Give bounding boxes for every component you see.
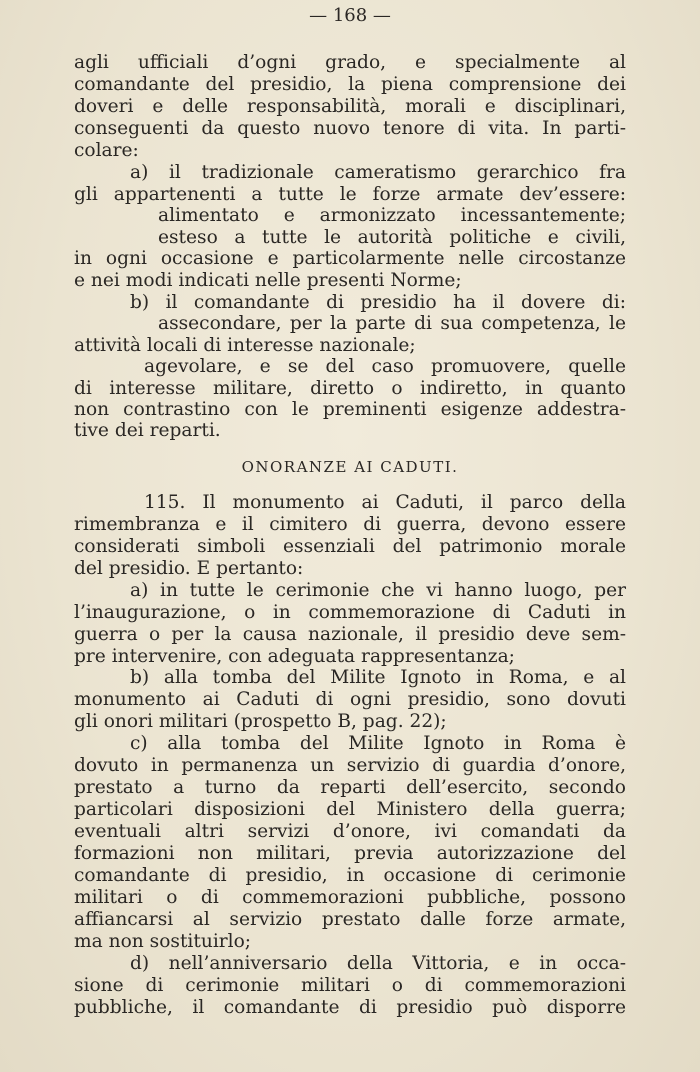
text-line: comandante del presidio, la piena comprensione dei (74, 74, 626, 95)
text-line: agevolare, e se del caso promuovere, quelle (144, 356, 626, 377)
text-line: di interesse militare, diretto o indiretto, in quanto (74, 378, 626, 399)
text-line: tive dei reparti. (74, 420, 221, 441)
text-line: prestato a turno da reparti dell’esercito, secondo (74, 777, 626, 798)
text-line: particolari disposizioni del Ministero della guerra; (74, 799, 626, 820)
text-line: conseguenti da questo nuovo tenore di vita. In parti- (74, 118, 626, 139)
text-line: attività locali di interesse nazionale; (74, 335, 416, 356)
text-line: del presidio. E pertanto: (74, 558, 304, 579)
paragraph-start: 115. Il monumento ai Caduti, il parco della (144, 492, 626, 513)
list-item: c) alla tomba del Milite Ignoto in Roma è (130, 733, 626, 754)
text-line: militari o di commemorazioni pubbliche, possono (74, 887, 626, 908)
text-line: eventuali altri servizi d’onore, ivi comandati da (74, 821, 626, 842)
text-line: doveri e delle responsabilità, morali e disciplinari, (74, 96, 626, 117)
section-heading: ONORANZE AI CADUTI. (241, 458, 459, 476)
text-line: formazioni non militari, previa autorizzazione del (74, 843, 626, 864)
text-line: comandante di presidio, in occasione di cerimonie (74, 865, 626, 886)
text-line: sione di cerimonie militari o di commemorazioni (74, 975, 626, 996)
text-line: monumento ai Caduti di ogni presidio, sono dovuti (74, 689, 626, 710)
text-line: affiancarsi al servizio prestato dalle forze armate, (74, 909, 626, 930)
text-line: considerati simboli essenziali del patrimonio morale (74, 536, 626, 557)
text-line: rimembranza e il cimitero di guerra, devono essere (74, 514, 626, 535)
text-line: esteso a tutte le autorità politiche e civili, (158, 227, 626, 248)
list-item: a) il tradizionale cameratismo gerarchico fra (130, 162, 626, 183)
text-line: gli appartenenti a tutte le forze armate dev’essere: (74, 184, 626, 205)
list-item: d) nell’anniversario della Vittoria, e in occa- (130, 953, 626, 974)
text-line: agli ufficiali d’ogni grado, e specialmente al (74, 52, 626, 73)
text-line: guerra o per la causa nazionale, il presidio deve sem- (74, 624, 626, 645)
text-line: dovuto in permanenza un servizio di guardia d’onore, (74, 755, 626, 776)
text-line: gli onori militari (prospetto B, pag. 22); (74, 711, 447, 732)
list-item: a) in tutte le cerimonie che vi hanno luogo, per (130, 580, 626, 601)
page-number: — 168 — (309, 5, 391, 26)
text-line: alimentato e armonizzato incessantemente; (158, 205, 626, 226)
text-line: l’inaugurazione, o in commemorazione di Caduti in (74, 602, 626, 623)
list-item: b) alla tomba del Milite Ignoto in Roma, e al (130, 667, 626, 688)
text-line: pubbliche, il comandante di presidio può disporre (74, 997, 626, 1018)
text-line: pre intervenire, con adeguata rappresentanza; (74, 646, 515, 667)
text-line: non contrastino con le preminenti esigenze addestra- (74, 399, 626, 420)
text-line: e nei modi indicati nelle presenti Norme; (74, 270, 462, 291)
text-line: assecondare, per la parte di sua competenza, le (158, 313, 626, 334)
text-line: colare: (74, 140, 139, 161)
text-line: in ogni occasione e particolarmente nelle circostanze (74, 248, 626, 269)
list-item: b) il comandante di presidio ha il dovere di: (130, 292, 626, 313)
text-line: ma non sostituirlo; (74, 931, 252, 952)
